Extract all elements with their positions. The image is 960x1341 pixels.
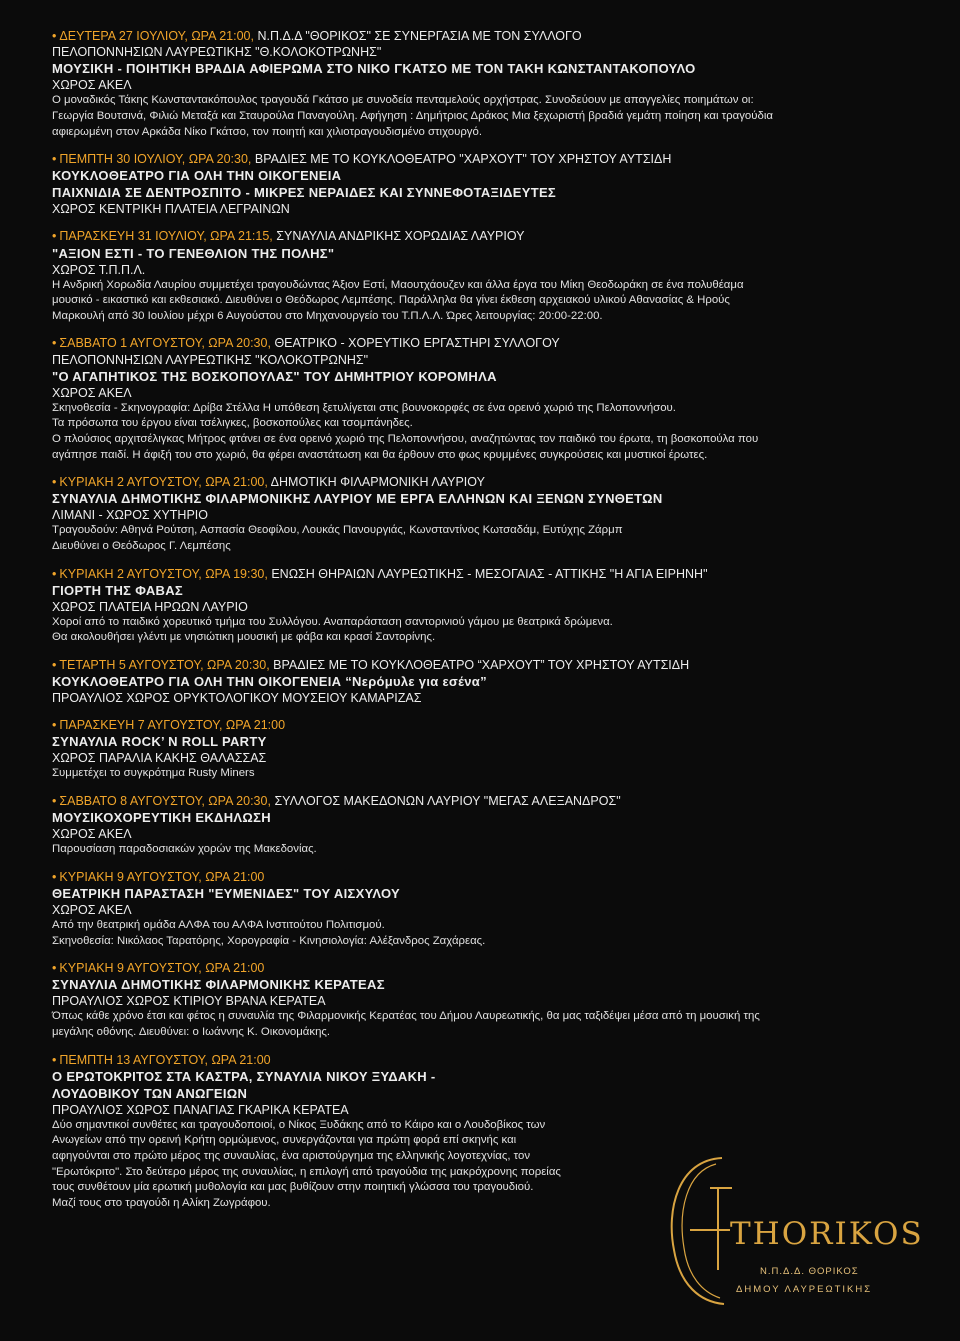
event-venue: ΧΩΡΟΣ ΑΚΕΛ xyxy=(52,902,132,917)
event-item xyxy=(52,28,912,140)
bullet-icon: • xyxy=(52,869,57,884)
event-item xyxy=(52,960,912,1040)
bullet-icon: • xyxy=(52,793,57,808)
event-organizer: ΔΗΜΟΤΙΚΗ ΦΙΛΑΡΜΟΝΙΚΗ ΛΑΥΡΙΟΥ xyxy=(270,475,485,490)
event-date: ΣΑΒΒΑΤΟ 1 ΑΥΓΟΥΣΤΟΥ, ΩΡΑ 20:30, xyxy=(59,336,271,351)
event-program xyxy=(52,28,912,1222)
event-description: Σκηνοθεσία - Σκηνογραφία: Δρίβα Στέλλα Η υπόθεση ξετυλίγεται στις βουνοκορφές σε ένα ορεινό χωριό της Πελοποννήσου. xyxy=(52,401,676,414)
event-description: Η Ανδρική Χορωδία Λαυρίου συμμετέχει τραγουδώντας Άξιον Εστί, Μαουτχάουζεν και άλλα έργα του Μίκη Θεοδωράκη σε ένα πολυθέαμα xyxy=(52,278,744,291)
event-date: ΔΕΥΤΕΡΑ 27 ΙΟΥΛΙΟΥ, ΩΡΑ 21:00, xyxy=(59,29,254,43)
event-header xyxy=(52,474,912,490)
event-title: ΜΟΥΣΙΚΗ - ΠΟΙΗΤΙΚΗ ΒΡΑΔΙΑ ΑΦΙΕΡΩΜΑ ΣΤΟ ΝΙΚΟ ΓΚΑΤΣΟ ΜΕ ΤΟΝ ΤΑΚΗ ΚΩΝΣΤΑΝΤΑΚΟΠΟΥΛΟ xyxy=(52,61,696,77)
event-item xyxy=(52,657,912,706)
event-venue: ΧΩΡΟΣ ΑΚΕΛ xyxy=(52,385,132,400)
event-header-continued xyxy=(52,352,912,368)
event-header xyxy=(52,717,912,733)
event-description: μουσικό - εικαστικό και εκθεσιακό. Διευθύνει ο Θεόδωρος Λεμπέσης. Παράλληλα θα γίνει έκθεση αρχειακού υλικού Αθανασίας & Ηρούς xyxy=(52,294,730,307)
event-venue: ΛΙΜΑΝΙ - ΧΩΡΟΣ ΧΥΤΗΡΙΟ xyxy=(52,508,208,523)
event-item xyxy=(52,793,912,858)
thorikos-logo xyxy=(660,1150,924,1310)
event-venue: ΧΩΡΟΣ ΑΚΕΛ xyxy=(52,827,132,842)
event-description: αφηγούνται στο πρώτο μέρος της συναυλίας, ένα αριστούργημα της ελληνικής λογοτεχνίας, τον xyxy=(52,1149,531,1162)
bullet-icon: • xyxy=(52,29,57,43)
event-description: Σκηνοθεσία: Νικόλαος Ταρατόρης, Χορογραφία - Κινησιολογία: Αλέξανδρος Ζαχάρεας. xyxy=(52,934,486,947)
event-header xyxy=(52,793,912,809)
event-title: ΚΟΥΚΛΟΘΕΑΤΡΟ ΓΙΑ ΟΛΗ ΤΗΝ ΟΙΚΟΓΕΝΕΙΑ “Νερόμυλε για εσένα” xyxy=(52,674,487,690)
event-venue: ΧΩΡΟΣ Τ.Π.Π.Λ. xyxy=(52,262,146,277)
event-title: "Ο ΑΓΑΠΗΤΙΚΟΣ ΤΗΣ ΒΟΣΚΟΠΟΥΛΑΣ" ΤΟΥ ΔΗΜΗΤΡΙΟΥ ΚΟΡΟΜΗΛΑ xyxy=(52,368,497,384)
event-description: "Ερωτόκριτο". Στο δεύτερο μέρος της συναυλίας, η επιλογή από τραγούδια της μακρόχρονης πορείας xyxy=(52,1165,561,1178)
bullet-icon: • xyxy=(52,566,57,581)
event-organizer: Ν.Π.Δ.Δ "ΘΟΡΙΚΟΣ" ΣΕ ΣΥΝΕΡΓΑΣΙΑ ΜΕ ΤΟΝ ΣΥΛΛΟΓΟ xyxy=(257,29,582,43)
bullet-icon: • xyxy=(52,961,57,976)
event-title: ΚΟΥΚΛΟΘΕΑΤΡΟ ΓΙΑ ΟΛΗ ΤΗΝ ΟΙΚΟΓΕΝΕΙΑ xyxy=(52,168,342,184)
event-description: Ανωγείων από την ορεινή Κρήτη ορμώμενος, συνεργάζονται για πρώτη φορά επί σκηνής και xyxy=(52,1134,517,1147)
logo-wordmark: THORIKOS xyxy=(730,1216,924,1252)
event-description: Όπως κάθε χρόνο έτσι και φέτος η συναυλία της Φιλαρμονικής Κερατέας του Δήμου Λαυρεωτικής, θα μας ταξιδέψει μέσα από τη μουσική της xyxy=(52,1010,760,1023)
event-date: ΠΑΡΑΣΚΕΥΗ 31 ΙΟΥΛΙΟΥ, ΩΡΑ 21:15, xyxy=(59,229,273,244)
bullet-icon: • xyxy=(52,152,57,167)
event-description: Θα ακολουθήσει γλέντι με νησιώτικη μουσική με φάβα και κρασί Σαντορίνης. xyxy=(52,631,436,644)
event-date: ΚΥΡΙΑΚΗ 2 ΑΥΓΟΥΣΤΟΥ, ΩΡΑ 21:00, xyxy=(59,475,268,490)
event-title: ΘΕΑΤΡΙΚΗ ΠΑΡΑΣΤΑΣΗ "ΕΥΜΕΝΙΔΕΣ" ΤΟΥ ΑΙΣΧΥΛΟΥ xyxy=(52,885,400,901)
bullet-icon: • xyxy=(52,229,57,244)
event-date: ΣΑΒΒΑΤΟ 8 ΑΥΓΟΥΣΤΟΥ, ΩΡΑ 20:30, xyxy=(59,793,271,808)
event-header xyxy=(52,28,912,44)
event-description: Χοροί από το παιδικό χορευτικό τμήμα του Συλλόγου. Αναπαράσταση σαντορινιού γάμου με θεατρικά δρώμενα. xyxy=(52,615,613,628)
event-date: ΠΕΜΠΤΗ 13 ΑΥΓΟΥΣΤΟΥ, ΩΡΑ 21:00 xyxy=(59,1052,271,1067)
event-description: Ο μοναδικός Τάκης Κωνσταντακόπουλος τραγουδά Γκάτσο με συνοδεία πενταμελούς ορχήστρας. Συνοδεύουν με απαγγελίες ποιημάτων οι: xyxy=(52,94,754,107)
event-item xyxy=(52,335,912,463)
event-venue: ΠΡΟΑΥΛΙΟΣ ΧΩΡΟΣ ΚΤΙΡΙΟΥ ΒΡΑΝΑ ΚΕΡΑΤΕΑ xyxy=(52,994,326,1009)
logo-subtitle: Ν.Π.Δ.Δ. ΘΟΡΙΚΟΣ xyxy=(760,1266,859,1277)
event-organizer: ΣΥΝΑΥΛΙΑ ΑΝΔΡΙΚΗΣ ΧΟΡΩΔΙΑΣ ΛΑΥΡΙΟΥ xyxy=(276,229,525,244)
event-description: αγάπησε παιδί. Η άφιξή του στο χωριό, θα φέρει αναστάτωση και θα έρθουν στο φως κρυμμένες συγκρούσεις και μυστικοί έρωτες. xyxy=(52,448,708,461)
event-description: Διευθύνει ο Θεόδωρος Γ. Λεμπέσης xyxy=(52,539,231,552)
event-description: Από την θεατρική ομάδα ΑΛΦΑ του ΑΛΦΑ Ινστιτούτου Πολιτισμού. xyxy=(52,918,385,931)
event-title: ΠΑΙΧΝΙΔΙΑ ΣΕ ΔΕΝΤΡΟΣΠΙΤΟ - ΜΙΚΡΕΣ ΝΕΡΑΙΔΕΣ ΚΑΙ ΣΥΝΝΕΦΟΤΑΞΙΔΕΥΤΕΣ xyxy=(52,185,557,201)
event-title: ΜΟΥΣΙΚΟΧΟΡΕΥΤΙΚΗ ΕΚΔΗΛΩΣΗ xyxy=(52,810,271,826)
event-organizer: ΒΡΑΔΙΕΣ ΜΕ ΤΟ ΚΟΥΚΛΟΘΕΑΤΡΟ “ΧΑΡΧΟΥΤ” ΤΟΥ ΧΡΗΣΤΟΥ ΑΥΤΣΙΔΗ xyxy=(273,657,690,672)
event-description: Δύο σημαντικοί συνθέτες και τραγουδοποιοί, ο Νίκος Ξυδάκης από το Κάιρο και ο Λουδοβίκος των xyxy=(52,1118,546,1131)
bullet-icon: • xyxy=(52,718,57,733)
event-description: Τραγουδούν: Αθηνά Ρούτση, Ασπασία Θεοφίλου, Λουκάς Πανουργιάς, Κωνσταντίνος Κωτσαδάμ, Ευτύχης Ζάρμπ xyxy=(52,524,623,537)
event-venue: ΧΩΡΟΣ ΠΛΑΤΕΙΑ ΗΡΩΩΝ ΛΑΥΡΙΟ xyxy=(52,599,248,614)
event-description: τους συνθέτουν μία ερωτική μυθολογία και μας βυθίζουν στην ποιητική γλώσσα του τραγουδιού. xyxy=(52,1181,534,1194)
logo-municipality: ΔΗΜΟΥ ΛΑΥΡΕΩΤΙΚΗΣ xyxy=(736,1284,873,1295)
event-description: μεγάλης οθόνης. Διευθύνει: ο Ιωάννης Κ. Οικονομάκης. xyxy=(52,1025,331,1038)
bullet-icon: • xyxy=(52,475,57,490)
event-venue: ΧΩΡΟΣ ΠΑΡΑΛΙΑ ΚΑΚΗΣ ΘΑΛΑΣΣΑΣ xyxy=(52,751,267,766)
bullet-icon: • xyxy=(52,1052,57,1067)
event-item xyxy=(52,717,912,782)
event-description: Μαζί τους στο τραγούδι η Αλίκη Ζωγράφου. xyxy=(52,1196,271,1209)
event-title: ΓΙΟΡΤΗ ΤΗΣ ΦΑΒΑΣ xyxy=(52,582,183,598)
event-date: ΠΕΜΠΤΗ 30 ΙΟΥΛΙΟΥ, ΩΡΑ 20:30, xyxy=(59,152,252,167)
event-item xyxy=(52,474,912,554)
event-description: Ο πλούσιος αρχιτσέλιγκας Μήτρος φτάνει σε ένα ορεινό χωριό της Πελοποννήσου, αναζητώντας τον παιδικό του έρωτα, τη βοσκοπούλα που xyxy=(52,432,759,445)
event-item xyxy=(52,869,912,949)
event-organizer: ΠΕΛΟΠΟΝΝΗΣΙΩΝ ΛΑΥΡΕΩΤΙΚΗΣ "Θ.ΚΟΛΟΚΟΤΡΩΝΗΣ" xyxy=(52,45,382,60)
event-description: Μαρκουλή από 30 Ιουλίου μέχρι 6 Αυγούστου στο Μηχανουργείο του Τ.Π.Λ.Λ. Ώρες λειτουργίας: 20:00-22:00. xyxy=(52,309,603,322)
event-title: ΣΥΝΑΥΛΙΑ ΔΗΜΟΤΙΚΗΣ ΦΙΛΑΡΜΟΝΙΚΗΣ ΛΑΥΡΙΟΥ ΜΕ ΕΡΓΑ ΕΛΛΗΝΩΝ ΚΑΙ ΞΕΝΩΝ ΣΥΝΘΕΤΩΝ xyxy=(52,491,663,507)
event-date: ΚΥΡΙΑΚΗ 9 ΑΥΓΟΥΣΤΟΥ, ΩΡΑ 21:00 xyxy=(59,961,265,976)
event-header-continued xyxy=(52,44,912,60)
event-organizer: ΒΡΑΔΙΕΣ ΜΕ ΤΟ ΚΟΥΚΛΟΘΕΑΤΡΟ "ΧΑΡΧΟΥΤ" ΤΟΥ ΧΡΗΣΤΟΥ ΑΥΤΣΙΔΗ xyxy=(254,152,672,167)
event-title: ΣΥΝΑΥΛΙΑ ΔΗΜΟΤΙΚΗΣ ΦΙΛΑΡΜΟΝΙΚΗΣ ΚΕΡΑΤΕΑΣ xyxy=(52,977,385,993)
event-item xyxy=(52,228,912,324)
bullet-icon: • xyxy=(52,336,57,351)
event-date: ΚΥΡΙΑΚΗ 2 ΑΥΓΟΥΣΤΟΥ, ΩΡΑ 19:30, xyxy=(59,566,268,581)
event-description: Παρουσίαση παραδοσιακών χορών της Μακεδονίας. xyxy=(52,843,317,856)
event-date: ΠΑΡΑΣΚΕΥΗ 7 ΑΥΓΟΥΣΤΟΥ, ΩΡΑ 21:00 xyxy=(59,718,286,733)
event-description: Συμμετέχει το συγκρότημα Rusty Miners xyxy=(52,767,255,780)
event-title: ΣΥΝΑΥΛΙΑ ROCK’ N ROLL PARTY xyxy=(52,734,267,750)
event-organizer: ΘΕΑΤΡΙΚΟ - ΧΟΡΕΥΤΙΚΟ ΕΡΓΑΣΤΗΡΙ ΣΥΛΛΟΓΟΥ xyxy=(274,336,560,351)
event-header xyxy=(52,1052,912,1068)
event-header xyxy=(52,151,912,167)
event-title: ΛΟΥΔΟΒΙΚΟΥ ΤΩΝ ΑΝΩΓΕΙΩΝ xyxy=(52,1085,248,1101)
event-venue: ΠΡΟΑΥΛΙΟΣ ΧΩΡΟΣ ΠΑΝΑΓΙΑΣ ΓΚΑΡΙΚΑ ΚΕΡΑΤΕΑ xyxy=(52,1102,349,1117)
event-description: αφιερωμένη στον Αρκάδα Νίκο Γκάτσο, τον ποιητή και χιλιοτραγουδισμένο στιχουργό. xyxy=(52,125,483,138)
event-title: "ΑΞΙΟΝ ΕΣΤΙ - ΤΟ ΓΕΝΕΘΛΙΟΝ ΤΗΣ ΠΟΛΗΣ" xyxy=(52,245,335,261)
event-venue: ΠΡΟΑΥΛΙΟΣ ΧΩΡΟΣ ΟΡΥΚΤΟΛΟΓΙΚΟΥ ΜΟΥΣΕΙΟΥ ΚΑΜΑΡΙΖΑΣ xyxy=(52,691,422,706)
event-header xyxy=(52,657,912,673)
event-venue: ΧΩΡΟΣ ΚΕΝΤΡΙΚΗ ΠΛΑΤΕΙΑ ΛΕΓΡΑΙΝΩΝ xyxy=(52,202,290,217)
event-venue: ΧΩΡΟΣ ΑΚΕΛ xyxy=(52,78,132,93)
event-title: Ο ΕΡΩΤΟΚΡΙΤΟΣ ΣΤΑ ΚΑΣΤΡΑ, ΣΥΝΑΥΛΙΑ ΝΙΚΟΥ ΞΥΔΑΚΗ - xyxy=(52,1068,436,1084)
event-date: ΚΥΡΙΑΚΗ 9 ΑΥΓΟΥΣΤΟΥ, ΩΡΑ 21:00 xyxy=(59,869,265,884)
event-item xyxy=(52,566,912,646)
event-organizer: ΠΕΛΟΠΟΝΝΗΣΙΩΝ ΛΑΥΡΕΩΤΙΚΗΣ "ΚΟΛΟΚΟΤΡΩΝΗΣ" xyxy=(52,352,369,367)
event-date: ΤΕΤΑΡΤΗ 5 ΑΥΓΟΥΣΤΟΥ, ΩΡΑ 20:30, xyxy=(59,657,270,672)
event-header xyxy=(52,960,912,976)
event-organizer: ΣΥΛΛΟΓΟΣ ΜΑΚΕΔΟΝΩΝ ΛΑΥΡΙΟΥ "ΜΕΓΑΣ ΑΛΕΞΑΝΔΡΟΣ" xyxy=(274,793,621,808)
event-header xyxy=(52,228,912,244)
event-header xyxy=(52,335,912,351)
event-header xyxy=(52,869,912,885)
event-description: Τα πρόσωπα του έργου είναι τσέλιγκες, βοσκοπούλες και τσομπάνηδες. xyxy=(52,417,413,430)
bullet-icon: • xyxy=(52,657,57,672)
event-organizer: ΕΝΩΣΗ ΘΗΡΑΙΩΝ ΛΑΥΡΕΩΤΙΚΗΣ - ΜΕΣΟΓΑΙΑΣ - ΑΤΤΙΚΗΣ "Η ΑΓΙΑ ΕΙΡΗΝΗ" xyxy=(271,566,708,581)
event-description: Γεωργία Βουτσινά, Φιλιώ Μεταξά και Σταυρούλα Παναγούλη. Αφήγηση : Δημήτριος Δράκος Μια ξεχωριστή βραδιά γεμάτη ποίηση και τραγούδια xyxy=(52,110,773,122)
event-item xyxy=(52,151,912,217)
event-header xyxy=(52,566,912,582)
